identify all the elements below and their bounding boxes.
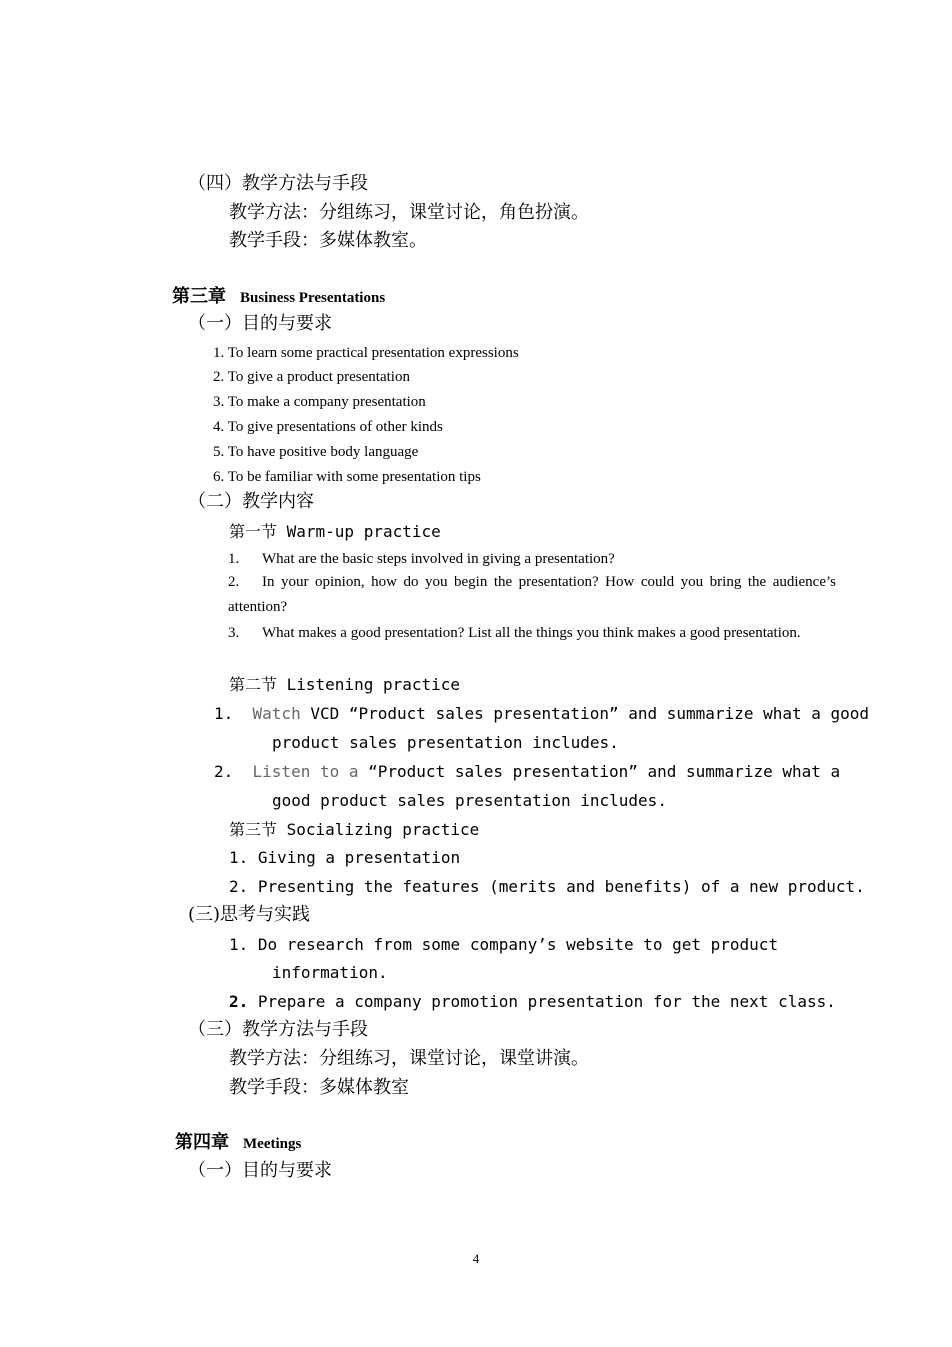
chapter-4-title-en: Meetings [243,1136,302,1152]
warmup-question [228,570,836,620]
page-number: 4 [472,1251,480,1266]
question-number: 2. [228,574,240,590]
socializing-item: 2. Presenting the features (merits and benefits) of a new product. [229,877,865,896]
teaching-means-line: 教学手段：多媒体教室。 [229,230,427,251]
item-text: VCD “Product sales presentation” and summarize what a good [300,704,870,723]
goals-heading: （一）目的与要求 [188,1160,332,1181]
question-text: In your opinion, how do you begin the presentation? How could you bring the audience’s attention? [228,574,836,615]
goal-item: 5. To have positive body language [213,444,419,460]
item-number: 2. [214,762,234,781]
section-1-heading: 第一节 Warm-up practice [229,522,441,541]
warmup-question [228,548,615,570]
goals-heading: （一）目的与要求 [188,313,332,334]
content-heading: （二）教学内容 [188,491,314,512]
item-lead: Watch [252,704,301,723]
item-lead: Listen to a [252,762,359,781]
teaching-means-line: 教学手段：多媒体教室 [229,1077,409,1098]
goal-item: 2. To give a product presentation [213,369,410,385]
chapter-4-title-cn: 第四章 [175,1132,229,1153]
goal-item: 3. To make a company presentation [213,394,426,410]
item-number: 2. [229,992,249,1011]
method-heading: （三）教学方法与手段 [188,1019,368,1040]
practice-item-continuation: information. [272,963,388,982]
chapter-3-title [172,286,385,309]
item-text: Do research from some company’s website to get product [248,935,779,954]
question-number: 1. [228,551,240,567]
warmup-question [228,621,836,646]
goal-item: 1. To learn some practical presentation expressions [213,345,519,361]
practice-item [229,991,836,1013]
section-heading-methods: （四）教学方法与手段 [188,173,368,194]
listening-item [214,761,840,783]
goal-item: 6. To be familiar with some presentation tips [213,469,481,485]
socializing-item: 1. Giving a presentation [229,848,461,867]
item-text: “Product sales presentation” and summarize what a [358,762,841,781]
practice-item [229,934,778,956]
teaching-method-line: 教学方法：分组练习，课堂讨论，角色扮演。 [229,202,589,223]
goal-item: 4. To give presentations of other kinds [213,419,443,435]
teaching-method-line: 教学方法：分组练习，课堂讨论，课堂讲演。 [229,1048,589,1069]
item-text: Prepare a company promotion presentation for the next class. [248,992,836,1011]
listening-item [214,703,869,725]
item-number: 1. [229,935,249,954]
listening-item-continuation: good product sales presentation includes. [272,791,667,810]
question-text: What are the basic steps involved in giving a presentation? [262,551,615,567]
listening-item-continuation: product sales presentation includes. [272,733,619,752]
practice-heading: (三)思考与实践 [188,904,311,925]
section-2-heading: 第二节 Listening practice [229,675,461,694]
chapter-3-title-cn: 第三章 [172,286,226,307]
question-text: What makes a good presentation? List all the things you think makes a good presentation. [262,625,801,641]
question-number: 3. [228,625,240,641]
chapter-3-title-en: Business Presentations [240,290,386,306]
chapter-4-title [175,1132,301,1155]
section-3-heading: 第三节 Socializing practice [229,820,480,839]
item-number: 1. [214,704,234,723]
